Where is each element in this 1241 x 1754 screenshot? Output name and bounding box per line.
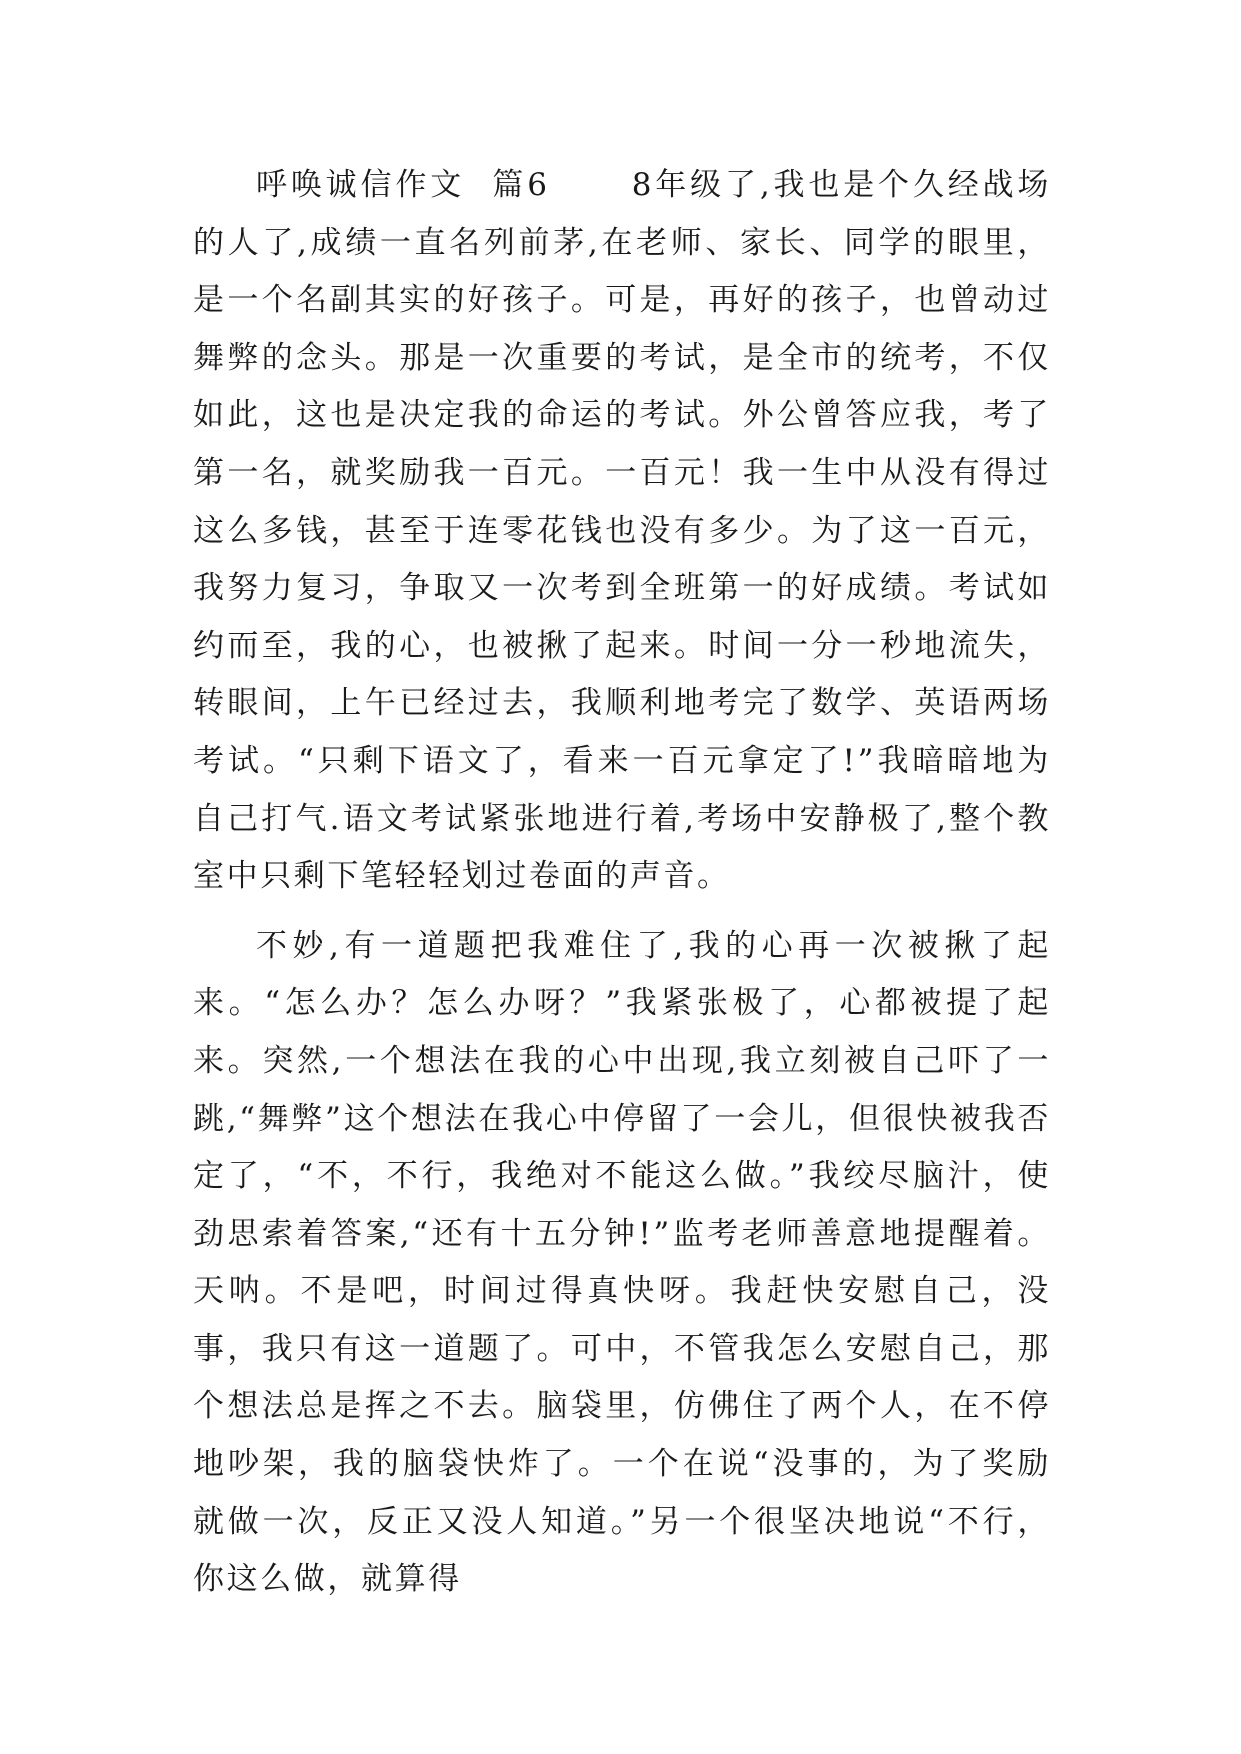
- document-page: [193, 157, 1051, 1609]
- paragraph-2: 不妙,有一道题把我难住了,我的心再一次被揪了起来。“怎么办？怎么办呀？”我紧张极了，心都被提了起来。突然,一个想法在我的心中出现,我立刻被自己吓了一跳,“舞弊”这个想法在我心中停留了一会儿，但很快被我否定了，“不，不行，我绝对不能这么做。”我绞尽脑汁，使劲思索着答案,“还有十五分钟!”监考老师善意地提醒着。天呐。不是吧，时间过得真快呀。我赶快安慰自己，没事，我只有这一道题了。可中，不管我怎么安慰自己，那个想法总是挥之不去。脑袋里，仿佛住了两个人，在不停地吵架，我的脑袋快炸了。一个在说“没事的，为了奖励就做一次，反正又没人知道。”另一个很坚决地说“不行，你这么做，就算得: [193, 927, 1051, 1598]
- paragraph-1: 呼唤诚信作文 篇6 8年级了,我也是个久经战场的人了,成绩一直名列前茅,在老师、家长、同学的眼里，是一个名副其实的好孩子。可是，再好的孩子，也曾动过舞弊的念头。那是一次重要的考试，是全市的统考，不仅如此，这也是决定我的命运的考试。外公曾答应我，考了第一名，就奖励我一百元。一百元！我一生中从没有得过这么多钱，甚至于连零花钱也没有多少。为了这一百元，我努力复习，争取又一次考到全班第一的好成绩。考试如约而至，我的心，也被揪了起来。时间一分一秒地流失，转眼间，上午已经过去，我顺利地考完了数学、英语两场考试。“只剩下语文了，看来一百元拿定了!”我暗暗地为自己打气.语文考试紧张地进行着,考场中安静极了,整个教室中只剩下笔轻轻划过卷面的声音。: [193, 167, 1051, 895]
